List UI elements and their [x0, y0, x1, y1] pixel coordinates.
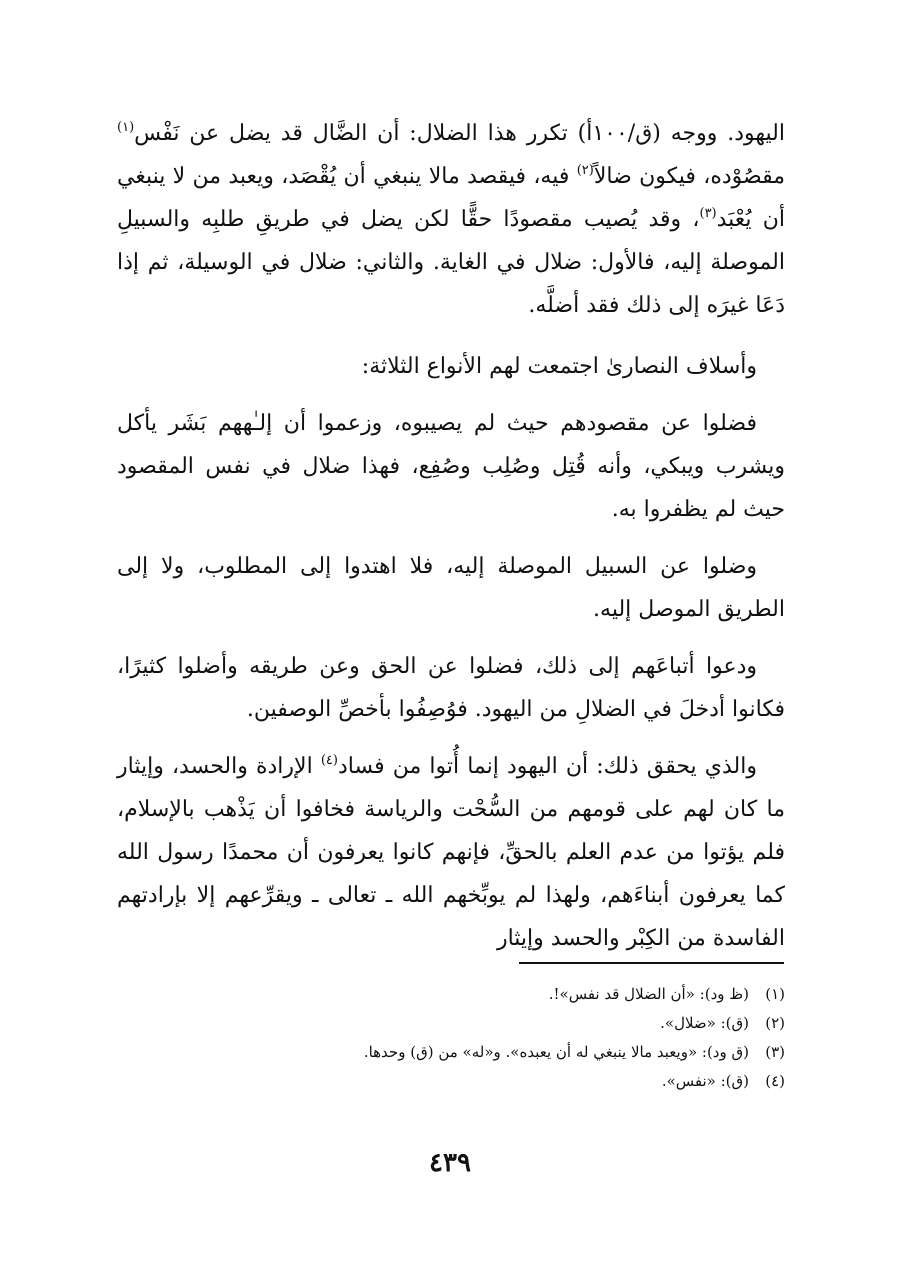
footnote-4 [117, 1067, 785, 1096]
paragraph-4: وضلوا عن السبيل الموصلة إليه، فلا اهتدوا إلى المطلوب، ولا إلى الطريق الموصل إليه. [117, 554, 785, 622]
paragraph-1-part-d: ، وقد يُصيب مقصودًا حقًّا لكن يضل في طريقِ طلبِه والسبيلِ الموصلة إليه، فالأول: ضلال في الغاية. والثاني: ضلال في الوسيلة، ثم إذا دَعَا غيرَه إلى ذلك فقد أضلَّه. [117, 207, 785, 318]
footnote-ref-1: (١) [117, 120, 135, 135]
paragraph-2: وأسلاف النصارىٰ اجتمعت لهم الأنواع الثلاثة: [361, 354, 757, 379]
footnote-ref-2: (٢) [576, 163, 594, 178]
paragraph-1-part-a: اليهود. ووجه (ق/١٠٠أ) تكرر هذا الضلال: أن الضَّال قد يضل عن نَفْس [134, 121, 785, 146]
paragraph-6-part-b: الإرادة والحسد، وإيثار ما كان لهم على قومهم من السُّحْت والرياسة فخافوا أن يَذْهب بالإسلام، فلم يؤتوا من عدم العلم بالحقِّ، فإنهم كانوا يعرفون أن محمدًا رسول الله كما يعرفون أبناءَهم، ولهذا لم يوبِّخهم الله ـ تعالى ـ ويقرِّعهم إلا بإرادتهم الفاسدة من الكِبْر والحسد وإيثار [117, 754, 785, 951]
footnote-ref-3: (٣) [699, 206, 717, 221]
paragraph-3: فضلوا عن مقصودهم حيث لم يصيبوه، وزعموا أن إلـٰههم بَشَر يأكل ويشرب ويبكي، وأنه قُتِل وصُلِب وصُفِع، فهذا ضلال في نفس المقصود حيث لم يظفروا به. [117, 411, 785, 522]
footnote-text: (ق): «نفس». [661, 1072, 749, 1090]
paragraph-5: ودعوا أتباعَهم إلى ذلك، فضلوا عن الحق وعن طريقه وأضلوا كثيرًا، فكانوا أدخلَ في الضلالِ من اليهود. فوُصِفُوا بأخصِّ الوصفين. [117, 654, 785, 722]
footnote-number: (١) [765, 985, 785, 1003]
page-number: ٤٣٩ [429, 1148, 471, 1178]
paragraph-6 [117, 745, 785, 960]
footnote-number: (٤) [765, 1072, 785, 1090]
footnote-text: (ق): «ضلال». [660, 1014, 749, 1032]
footnote-2 [117, 1009, 785, 1038]
footnote-number: (٢) [765, 1014, 785, 1032]
footnote-text: (ظ ود): «أن الضلال قد نفس»!. [548, 985, 749, 1003]
footnote-number: (٣) [765, 1043, 785, 1061]
footnote-1 [117, 980, 785, 1009]
footnote-text: (ق ود): «ويعبد مالا ينبغي له أن يعبده». و«له» من (ق) وحدها. [363, 1043, 749, 1061]
footnotes [117, 980, 785, 1096]
paragraph-6-part-a: والذي يحقق ذلك: أن اليهود إنما أُتوا من فساد [337, 754, 757, 779]
footnote-3 [117, 1038, 785, 1067]
footnote-separator [519, 962, 784, 964]
paragraph-1 [117, 112, 785, 327]
paragraph-1-part-c: فيه، فيقصد مالا ينبغي أن يُقْصَد، ويعبد من لا ينبغي أن يُعْبَد [117, 164, 786, 232]
main-text [117, 112, 785, 974]
footnote-ref-4: (٤) [320, 753, 338, 768]
paragraph-1-part-b: مقصُوْده، فيكون ضالاً [593, 164, 786, 189]
